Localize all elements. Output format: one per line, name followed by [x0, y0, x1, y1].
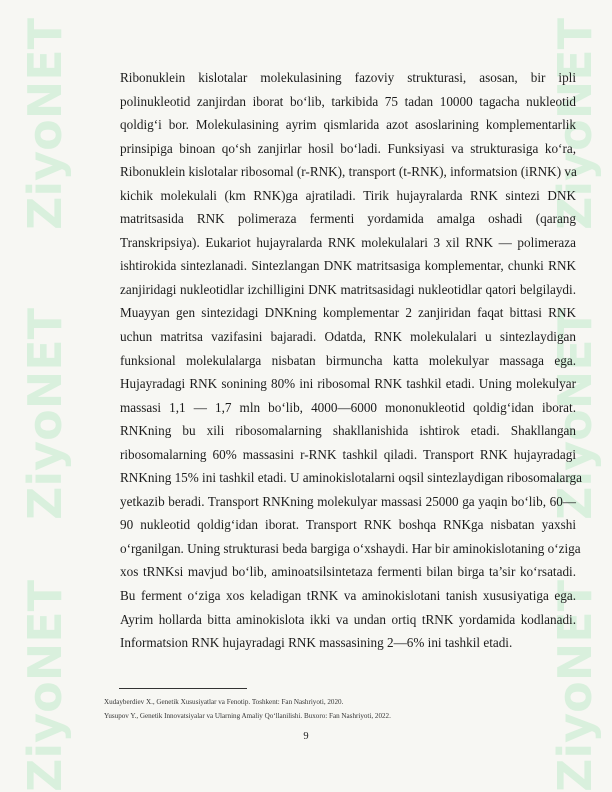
watermark: ZiyoNET [548, 579, 602, 792]
text-line: ishtirokida sintezlanadi. Sintezlangan DNK matritsasiga komplementar, chunki RNK [120, 258, 576, 274]
text-line: funksional molekulalarga nisbatan birmuncha katta molekulyar massaga ega. [120, 352, 576, 368]
text-line: Ayrim hollarda bitta aminokislota ikki va undan ortiq tRNK yordamida kodlanadi. [120, 611, 576, 627]
watermark: ZiyoNET [18, 307, 72, 520]
footnote-divider [119, 688, 247, 689]
body-text [86, 66, 582, 655]
text-line: RNKning 15% ini tashkil etadi. U aminokislotalarni oqsil sintezlaydigan ribosomalarga [120, 470, 582, 486]
watermark: ZiyoNET [548, 307, 602, 520]
text-line: o‘rganilgan. Uning strukturasi beda bargiga o‘xshaydi. Har bir aminokislotaning o‘ziga [120, 540, 581, 556]
text-line: massasi 1,1 — 1,7 mln bo‘lib, 4000—6000 mononukleotid qoldig‘idan iborat. [120, 399, 576, 415]
text-line: Ribonuklein kislotalar molekulasining fazoviy strukturasi, asosan, bir ipli [120, 70, 576, 85]
paragraph [86, 66, 582, 655]
watermark: ZiyoNET [548, 17, 602, 230]
text-line: 90 nukleotid qoldig‘idan iborat. Transport RNK boshqa RNKga nisbatan yaxshi [120, 517, 576, 533]
page-number: 9 [303, 731, 309, 742]
text-line: qoldig‘i bor. Molekulasining ayrim qismlarida azot asoslarining komplementarlik [120, 117, 576, 133]
watermark: ZiyoNET [18, 17, 72, 230]
text-line: matritsasida RNK polimeraza fermenti yordamida amalga oshadi (qarang [120, 211, 576, 227]
text-line: Bu ferment o‘ziga xos keladigan tRNK va aminokislotani tanish xususiyatiga ega. [120, 588, 576, 604]
text-line: Muayyan gen sintezidagi DNKning komplementar 2 zanjiridan faqat bittasi RNK [120, 305, 576, 321]
footnote: Xudayberdiev X., Genetik Xususiyatlar va Fenotip. Toshkent: Fan Nashriyoti, 2020. [104, 698, 344, 706]
text-line: Ribonuklein kislotalar ribosomal (r-RNK), transport (t-RNK), informatsion (iRNK) va [120, 164, 577, 180]
text-line: kichik molekulali (km RNK)ga ajratiladi. Tirik hujayralarda RNK sintezi DNK [120, 187, 576, 203]
text-line: yetkazib beradi. Transport RNKning molekulyar massasi 25000 ga yaqin bo‘lib, 60— [120, 493, 576, 509]
watermark: ZiyoNET [18, 579, 72, 792]
text-line: Transkripsiya). Eukariot hujayralarda RNK molekulalari 3 xil RNK — polimeraza [120, 234, 576, 250]
text-line: xos tRNKsi mavjud bo‘lib, aminoatsilsintetaza fermenti bilan birga ta’sir ko‘rsatadi. [120, 564, 576, 580]
text-line: ribosomalarning 60% massasini r-RNK tashkil qiladi. Transport RNK hujayradagi [120, 446, 576, 462]
text-line: uchun matritsa vazifasini bajaradi. Odatda, RNK molekulalari u sintezlaydigan [120, 329, 576, 345]
text-line: zanjiridagi nukleotidlar izchilligini DNK matritsasidagi nukleotidlar qatori belgilaydi. [120, 281, 576, 297]
footnote: Yusupov Y., Genetik Innovatsiyalar va Ularning Amaliy Qo‘llanilishi. Buxoro: Fan Nashriyoti, 2022. [104, 711, 391, 720]
text-line: polinukleotid zanjirdan iborat bo‘lib, tarkibida 75 tadan 10000 tagacha nukleotid [120, 93, 576, 109]
text-line: Hujayradagi RNK sonining 80% ini ribosomal RNK tashkil etadi. Uning molekulyar [120, 376, 576, 392]
footnotes [104, 696, 564, 723]
text-line: prinsipiga binoan qo‘sh zanjirlar hosil bo‘ladi. Funksiyasi va strukturasiga ko‘ra, [120, 140, 576, 156]
text-line: Informatsion RNK hujayradagi RNK massasining 2—6% ini tashkil etadi. [120, 635, 513, 651]
text-line: RNKning bu xili ribosomalarning shakllanishida ishtirok etadi. Shakllangan [120, 423, 576, 439]
